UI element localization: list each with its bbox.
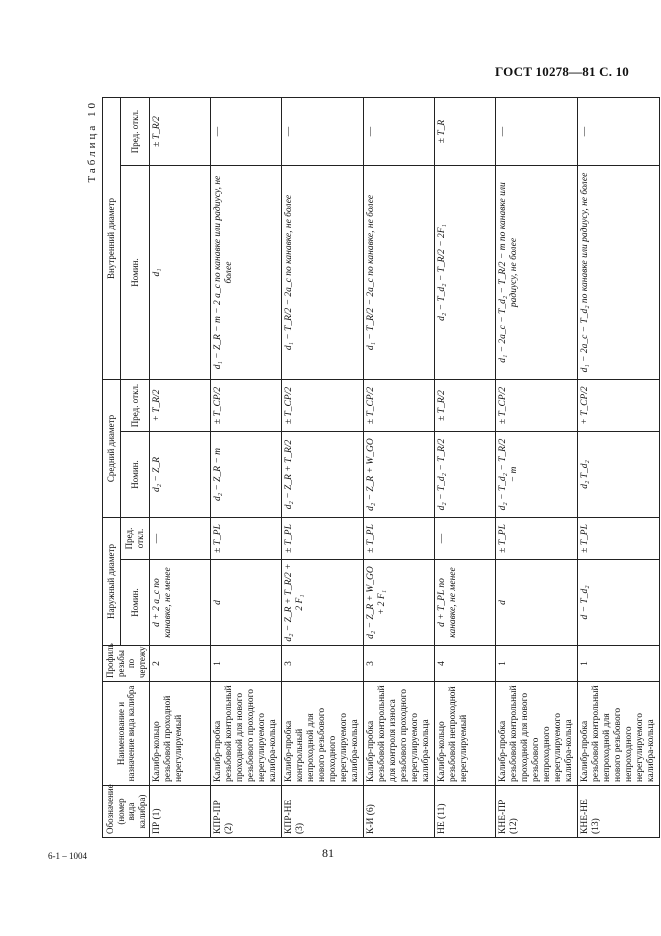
cell-designation: КНЕ-НЕ (13) bbox=[578, 786, 660, 838]
cell-middle-tolerance: + T_CP/2 bbox=[578, 380, 660, 432]
cell-outer-tolerance: ± T_PL bbox=[211, 518, 282, 560]
cell-middle-tolerance: ± T_CP/2 bbox=[211, 380, 282, 432]
cell-outer-tolerance: ± T_PL bbox=[578, 518, 660, 560]
cell-profile: 3 bbox=[364, 646, 435, 682]
cell-outer-tolerance: ± T_PL bbox=[364, 518, 435, 560]
cell-designation: КПР-ПР (2) bbox=[211, 786, 282, 838]
cell-inner-nominal: d₁ − T_R/2 − 2a_c по канавке, не более bbox=[364, 166, 435, 380]
cell-inner-tolerance: ± T_R bbox=[435, 98, 496, 166]
header-inner-nominal: Номин. bbox=[120, 166, 149, 380]
cell-purpose: Калибр-пробка контрольный непроходной для нового резьбового проходного нерегулируемого калибра-кольца bbox=[282, 682, 364, 786]
cell-purpose: Калибр-пробка резьбовой контрольный для контроля износа резьбового проходного нерегулируемого калибра-кольца bbox=[364, 682, 435, 786]
cell-inner-tolerance: — bbox=[496, 98, 578, 166]
cell-middle-nominal: d₂ − T_d₂ − T_R/2 bbox=[435, 432, 496, 518]
cell-middle-tolerance: + T_R/2 bbox=[150, 380, 211, 432]
cell-profile: 1 bbox=[578, 646, 660, 682]
cell-inner-nominal: d₂ − T_d₂ − T_R/2 − 2F₁ bbox=[435, 166, 496, 380]
table-row bbox=[282, 98, 364, 838]
cell-inner-tolerance: — bbox=[282, 98, 364, 166]
cell-inner-nominal: d₁ − Z_R − m − 2 a_c по канавке или радиусу, не более bbox=[211, 166, 282, 380]
cell-middle-nominal: d₂ − Z_R + W_GO bbox=[364, 432, 435, 518]
cell-purpose: Калибр-кольцо резьбовой непроходной нерегулируемый bbox=[435, 682, 496, 786]
cell-outer-nominal: d₂ − Z_R + T_R/2 + 2 F₁ bbox=[282, 560, 364, 646]
cell-middle-tolerance: ± T_CP/2 bbox=[364, 380, 435, 432]
cell-inner-nominal: d₁ − 2a_c − T_d₂ − T_R/2 − m по канавке или радиусу, не более bbox=[496, 166, 578, 380]
cell-inner-tolerance: — bbox=[211, 98, 282, 166]
header-outer-nominal: Номин. bbox=[120, 560, 149, 646]
cell-inner-tolerance: ± T_R/2 bbox=[150, 98, 211, 166]
cell-designation: КПР-НЕ (3) bbox=[282, 786, 364, 838]
header-purpose: Наименование и назначение вида калибра bbox=[103, 682, 150, 786]
table-row bbox=[364, 98, 435, 838]
cell-inner-nominal: d₁ − 2a_c − T_d₂ по канавке или радиусу, не более bbox=[578, 166, 660, 380]
cell-outer-nominal: d bbox=[496, 560, 578, 646]
cell-outer-tolerance: ± T_PL bbox=[282, 518, 364, 560]
header-middle-tolerance: Пред. откл. bbox=[120, 380, 149, 432]
cell-purpose: Калибр-пробка резьбовой контрольный проходной для нового резьбового проходного нерегулируемого калибра-кольца bbox=[211, 682, 282, 786]
cell-purpose: Калибр-пробка резьбовой контрольный проходной для нового резьбового непроходного нерегулируемого калибра-кольца bbox=[496, 682, 578, 786]
table-row bbox=[496, 98, 578, 838]
cell-outer-tolerance: — bbox=[150, 518, 211, 560]
cell-profile: 1 bbox=[211, 646, 282, 682]
cell-middle-tolerance: ± T_CP/2 bbox=[282, 380, 364, 432]
cell-inner-tolerance: — bbox=[364, 98, 435, 166]
cell-outer-nominal: d₂ − Z_R + W_GO + 2 F₁ bbox=[364, 560, 435, 646]
cell-outer-nominal: d − T_d₂ bbox=[578, 560, 660, 646]
cell-middle-nominal: d₂ − Z_R bbox=[150, 432, 211, 518]
cell-middle-tolerance: ± T_CP/2 bbox=[496, 380, 578, 432]
cell-outer-nominal: d + 2 a_c по канавке, не менее bbox=[150, 560, 211, 646]
cell-middle-tolerance: ± T_R/2 bbox=[435, 380, 496, 432]
cell-profile: 3 bbox=[282, 646, 364, 682]
table-row bbox=[150, 98, 211, 838]
cell-designation: КНЕ-ПР (12) bbox=[496, 786, 578, 838]
header-outer-diameter: Наружный диаметр bbox=[103, 518, 121, 646]
header-middle-diameter: Средний диаметр bbox=[103, 380, 121, 518]
cell-outer-nominal: d bbox=[211, 560, 282, 646]
cell-middle-nominal: d₂ − Z_R + T_R/2 bbox=[282, 432, 364, 518]
header-profile: Профиль резьбы по чертежу bbox=[103, 646, 150, 682]
rotated-table-block bbox=[84, 98, 656, 838]
header-inner-diameter: Внутренний диаметр bbox=[103, 98, 121, 380]
cell-designation: К-И (6) bbox=[364, 786, 435, 838]
gauge-table bbox=[102, 97, 660, 838]
cell-purpose: Калибр-кольцо резьбовой проходной нерегулируемый bbox=[150, 682, 211, 786]
cell-outer-nominal: d + T_PL по канавке, не менее bbox=[435, 560, 496, 646]
table-caption: Таблица 10 bbox=[86, 100, 98, 183]
cell-profile: 1 bbox=[496, 646, 578, 682]
cell-outer-tolerance: — bbox=[435, 518, 496, 560]
header-designation: Обозначение (номер вида калибра) bbox=[103, 786, 150, 838]
table-row bbox=[211, 98, 282, 838]
header-middle-nominal: Номин. bbox=[120, 432, 149, 518]
page-header: ГОСТ 10278—81 С. 10 bbox=[495, 64, 629, 79]
cell-purpose: Калибр-пробка резьбовой контрольный непроходной для нового резьбового непроходного нерегулируемого калибра-кольца bbox=[578, 682, 660, 786]
page-number: 81 bbox=[322, 846, 334, 860]
cell-designation: ПР (1) bbox=[150, 786, 211, 838]
cell-middle-nominal: d₂ − Z_R − m bbox=[211, 432, 282, 518]
header-inner-tolerance: Пред. откл. bbox=[120, 98, 149, 166]
cell-middle-nominal: d₂ T_d₂ bbox=[578, 432, 660, 518]
print-code: 6-1 – 1004 bbox=[48, 851, 87, 861]
header-outer-tolerance: Пред. откл. bbox=[120, 518, 149, 560]
cell-profile: 2 bbox=[150, 646, 211, 682]
table-row bbox=[578, 98, 660, 838]
cell-inner-tolerance: — bbox=[578, 98, 660, 166]
cell-middle-nominal: d₂ − T_d₂ − T_R/2 − m bbox=[496, 432, 578, 518]
cell-inner-nominal: d₁ bbox=[150, 166, 211, 380]
cell-outer-tolerance: ± T_PL bbox=[496, 518, 578, 560]
cell-profile: 4 bbox=[435, 646, 496, 682]
cell-designation: НЕ (11) bbox=[435, 786, 496, 838]
table-row bbox=[435, 98, 496, 838]
cell-inner-nominal: d₁ − T_R/2 − 2a_c по канавке, не более bbox=[282, 166, 364, 380]
